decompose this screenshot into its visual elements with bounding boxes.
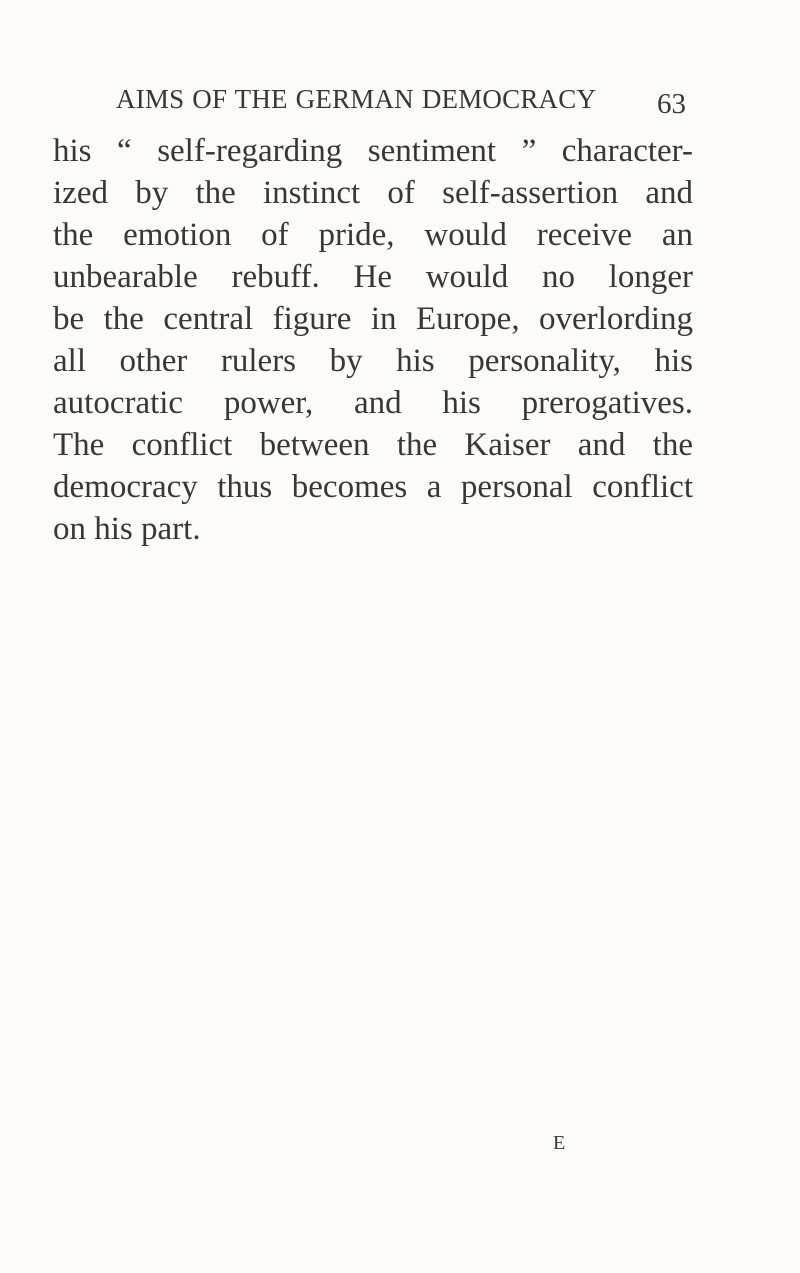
text-line: unbearable rebuff. He would no longer [53, 259, 693, 295]
text-line: the emotion of pride, would receive an [53, 217, 693, 253]
body-paragraph [53, 130, 693, 550]
signature-mark: E [553, 1132, 566, 1154]
text-line: on his part. [53, 511, 201, 547]
running-head [116, 84, 686, 124]
text-line: ized by the instinct of self-assertion and [53, 175, 693, 211]
text-line: autocratic power, and his prerogatives. [53, 385, 693, 421]
text-line: his “ self-regarding sentiment ” character- [53, 133, 693, 169]
text-line: be the central figure in Europe, overlording [53, 301, 693, 337]
text-line: all other rulers by his personality, his [53, 343, 693, 379]
running-title: AIMS OF THE GERMAN DEMOCRACY [116, 84, 597, 114]
text-line: democracy thus becomes a personal conflict [53, 469, 693, 505]
text-line: The conflict between the Kaiser and the [53, 427, 693, 463]
page-number: 63 [657, 88, 686, 120]
